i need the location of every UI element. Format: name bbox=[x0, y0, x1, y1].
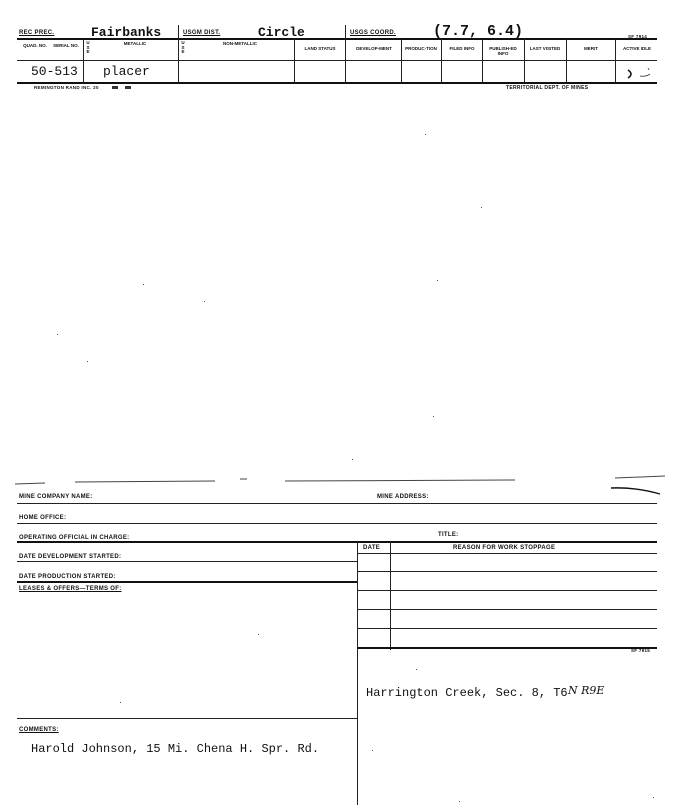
published-info-header: PUBLISH-ED INFO bbox=[489, 46, 517, 56]
usgm-dist-value: Circle bbox=[258, 25, 305, 40]
footer-right: TERRITORIAL DEPT. OF MINES bbox=[506, 85, 589, 91]
usgm-dist-label: USGM DIST. bbox=[183, 30, 221, 36]
operating-official-label: OPERATING OFFICIAL IN CHARGE: bbox=[19, 535, 130, 541]
production-header: PRODUC-TION bbox=[405, 46, 437, 51]
date-dev-label: DATE DEVELOPMENT STARTED: bbox=[19, 554, 122, 560]
title-label: TITLE: bbox=[438, 532, 459, 538]
location-typed: Harrington Creek, Sec. 8, T6 bbox=[366, 686, 568, 700]
date-col-label: DATE bbox=[363, 545, 381, 551]
filed-info-header: FILED INFO bbox=[449, 46, 475, 51]
metallic-header: METALLIC bbox=[123, 41, 147, 46]
use-left-header: U S E bbox=[86, 40, 90, 54]
active-idle-mark bbox=[620, 64, 656, 82]
form-code: SF 7914 bbox=[628, 34, 648, 39]
quad-no-header: QUAD. NO. bbox=[23, 43, 47, 48]
mine-company-label: MINE COMPANY NAME: bbox=[19, 494, 93, 500]
usgs-coord-label: USGS COORD. bbox=[350, 30, 396, 36]
merit-header: MERIT bbox=[584, 46, 598, 51]
location-handwritten: N R9E bbox=[568, 684, 605, 697]
bottom-form-code: SF 7915 bbox=[631, 648, 651, 653]
column-rule bbox=[17, 60, 657, 61]
home-office-label: HOME OFFICE: bbox=[19, 515, 67, 521]
rec-prec-label: REC PREC. bbox=[19, 30, 55, 36]
land-status-header: LAND STATUS bbox=[304, 46, 336, 51]
non-metallic-header: NON-METALLIC bbox=[223, 41, 257, 46]
reason-label: REASON FOR WORK STOPPAGE bbox=[453, 545, 556, 551]
header-rule bbox=[17, 38, 657, 40]
card-edge bbox=[15, 474, 665, 500]
active-idle-header: ACTIVE IDLE bbox=[622, 46, 651, 51]
row-bottom-rule bbox=[17, 82, 657, 84]
use-right-header: U S E bbox=[181, 40, 185, 54]
mine-address-label: MINE ADDRESS: bbox=[377, 494, 429, 500]
development-header: DEVELOP-MENT bbox=[356, 46, 392, 51]
footer-left: REMINGTON RAND INC. 20 bbox=[34, 85, 99, 90]
serial-no-header: SERIAL NO. bbox=[53, 43, 79, 48]
date-prod-label: DATE PRODUCTION STARTED: bbox=[19, 574, 116, 580]
leases-label: LEASES & OFFERS—TERMS OF: bbox=[19, 586, 122, 592]
metallic-value: placer bbox=[103, 64, 150, 79]
usgs-coord-value: (7.7, 6.4) bbox=[433, 23, 524, 40]
comments-label: COMMENTS: bbox=[19, 727, 59, 733]
serial-value: 50-513 bbox=[31, 64, 78, 79]
last-visited-header: LAST VISITED bbox=[529, 46, 561, 51]
rec-prec-value: Fairbanks bbox=[91, 25, 162, 40]
comments-value: Harold Johnson, 15 Mi. Chena H. Spr. Rd. bbox=[31, 742, 320, 756]
